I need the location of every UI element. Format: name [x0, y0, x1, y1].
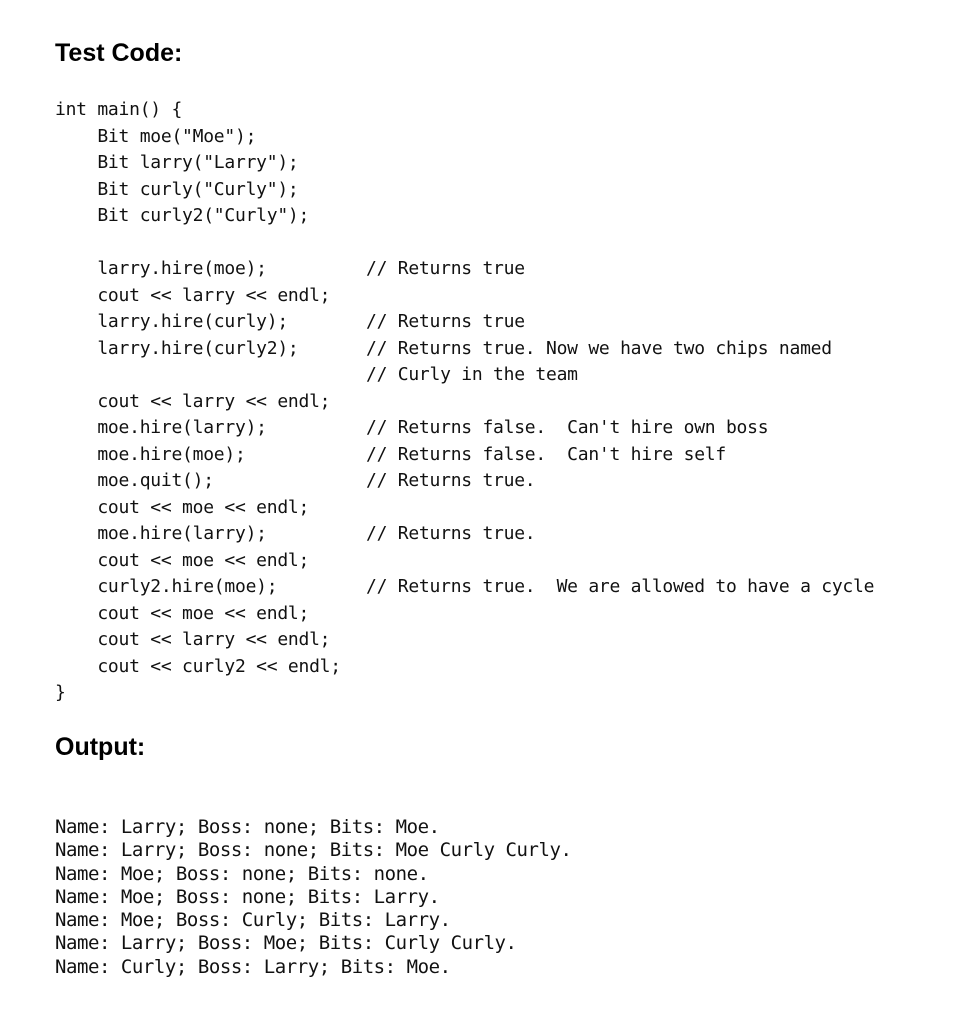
code-statement: cout << curly2 << endl; [55, 655, 341, 677]
code-comment: // Returns true. [366, 470, 536, 491]
code-comment: // Returns true. [366, 523, 536, 544]
code-comment: // Curly in the team [366, 364, 578, 385]
code-statement: moe.hire(moe); [55, 443, 246, 465]
code-statement: int main() { [55, 99, 183, 120]
output-line: Name: Larry; Boss: Moe; Bits: Curly Curly. [55, 932, 517, 955]
code-comment: // Returns true. We are allowed to have a cycle [366, 576, 875, 597]
output-heading: Output: [55, 733, 146, 761]
code-statement: } [55, 682, 66, 703]
code-statement: cout << moe << endl; [55, 496, 310, 518]
output-line: Name: Moe; Boss: none; Bits: Larry. [55, 885, 440, 908]
output-line: Name: Curly; Boss: Larry; Bits: Moe. [55, 955, 451, 978]
code-statement: Bit moe("Moe"); [55, 125, 257, 147]
code-comment: // Returns true. Now we have two chips named [366, 337, 832, 359]
code-comment: // Returns true [366, 311, 525, 332]
code-statement: curly2.hire(moe); [55, 576, 278, 597]
code-statement: moe.quit(); [55, 470, 214, 491]
code-statement: larry.hire(moe); [55, 258, 267, 279]
code-statement: larry.hire(curly); [55, 311, 288, 332]
code-statement: Bit curly2("Curly"); [55, 205, 310, 226]
output-line: Name: Larry; Boss: none; Bits: Moe Curly Curly. [55, 839, 572, 862]
code-statement: larry.hire(curly2); [55, 337, 299, 359]
code-comment: // Returns true [366, 258, 525, 279]
code-statement: cout << moe << endl; [55, 602, 310, 624]
output-block [55, 816, 571, 979]
test-code-heading: Test Code: [55, 39, 183, 67]
code-statement: Bit larry("Larry"); [55, 152, 299, 173]
output-line: Name: Moe; Boss: Curly; Bits: Larry. [55, 909, 451, 932]
code-statement: cout << larry << endl; [55, 629, 331, 650]
code-statement: moe.hire(larry); [55, 417, 267, 438]
code-statement: cout << larry << endl; [55, 284, 331, 306]
code-statement: cout << moe << endl; [55, 549, 310, 571]
code-comment: // Returns false. Can't hire own boss [366, 417, 769, 438]
output-line: Name: Larry; Boss: none; Bits: Moe. [55, 816, 440, 838]
output-line: Name: Moe; Boss: none; Bits: none. [55, 862, 429, 885]
code-statement: Bit curly("Curly"); [55, 178, 299, 200]
code-comment: // Returns false. Can't hire self [366, 443, 726, 465]
code-statement: moe.hire(larry); [55, 523, 267, 544]
code-statement: cout << larry << endl; [55, 390, 331, 412]
